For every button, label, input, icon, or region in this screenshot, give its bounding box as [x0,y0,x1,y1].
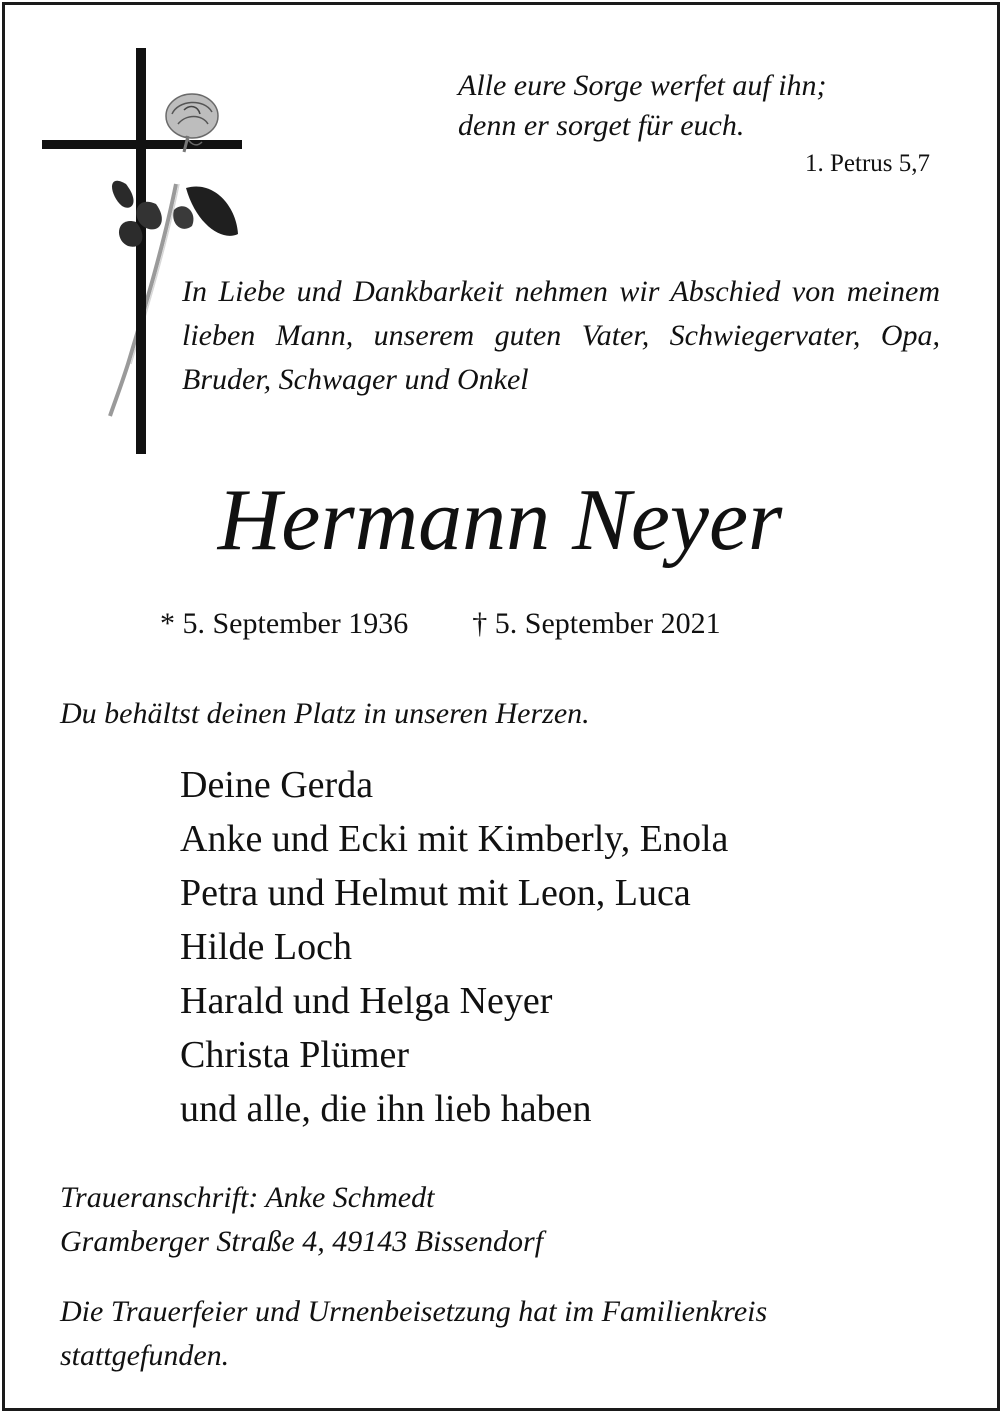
mourner-item: Anke und Ecki mit Kimberly, Enola [180,818,729,860]
rose-icon [112,94,238,247]
verse-reference: 1. Petrus 5,7 [805,150,930,177]
verse-line-1: Alle eure Sorge werfet auf ihn; [458,69,827,102]
mourners-list [180,758,728,1136]
death-date: † 5. September 2021 [472,607,721,640]
mourner-item: und alle, die ihn lieb haben [180,1088,592,1130]
bible-verse [458,66,928,146]
intro-text: In Liebe und Dankbarkeit nehmen wir Abschied von meinem lieben Mann, unserem guten Vater, Schwiegervater, Opa, Bruder, Schwager und Onkel [182,275,940,396]
deceased-name: Hermann Neyer [217,472,783,569]
ceremony-notice: Die Trauerfeier und Urnenbeisetzung hat im Familienkreis stattgefunden. [60,1295,768,1372]
address-line-2: Gramberger Straße 4, 49143 Bissendorf [60,1225,544,1258]
birth-date: * 5. September 1936 [160,607,409,640]
verse-line-2: denn er sorget für euch. [458,109,745,142]
mourning-address [60,1176,543,1264]
mourner-item: Petra und Helmut mit Leon, Luca [180,872,691,914]
motto-text: Du behältst deinen Platz in unseren Herzen. [60,697,590,730]
mourner-item: Harald und Helga Neyer [180,980,553,1022]
life-dates [160,604,721,644]
mourner-item: Deine Gerda [180,764,374,806]
mourner-item: Christa Plümer [180,1034,410,1076]
mourner-item: Hilde Loch [180,926,353,968]
address-line-1: Traueranschrift: Anke Schmedt [60,1181,435,1214]
